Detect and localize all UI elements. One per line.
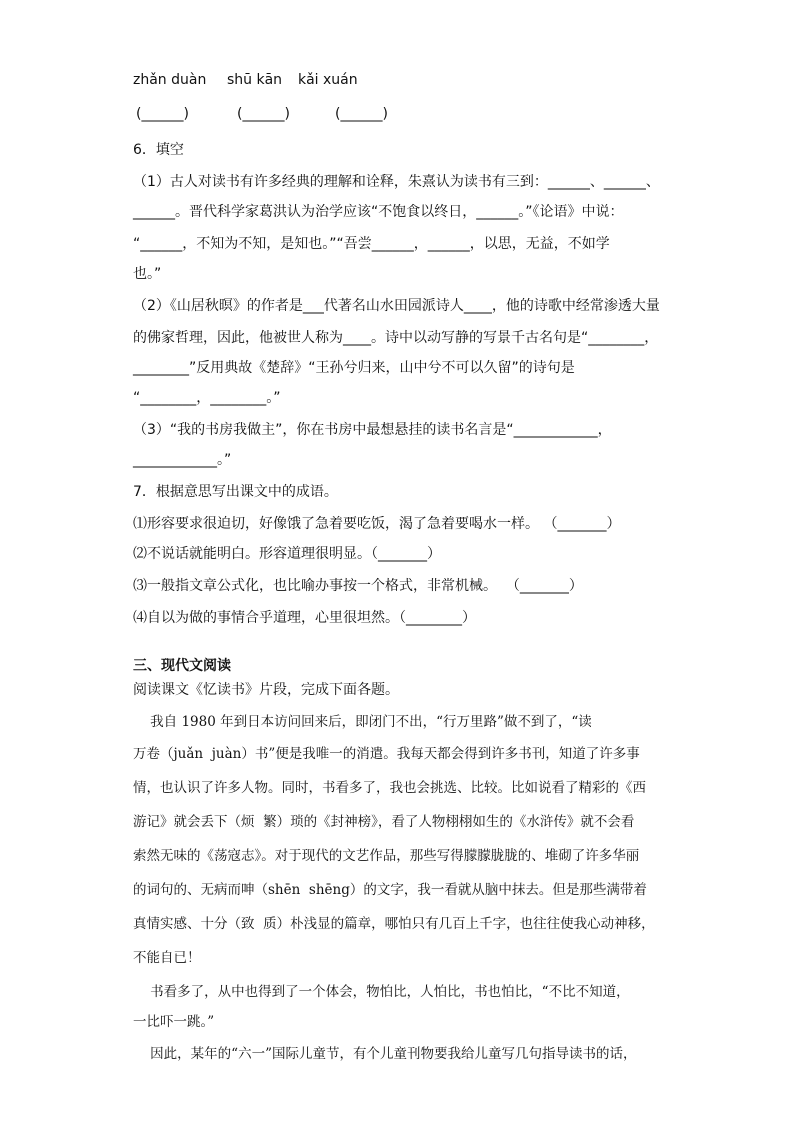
- q7-item: ⑴形容要求很迫切，好像饿了急着要吃饭，渴了急着要喝水一样。 （_______）: [133, 516, 621, 532]
- passage-line: 万卷（juǎn juàn）书”便是我唯一的消遣。我每天都会得到许多书刊，知道了许多事: [133, 746, 640, 762]
- passage-line: 的词句的、无病而呻（shēn shēng）的文字，我一看就从脑中抹去。但是那些满带着: [133, 882, 647, 898]
- pinyin-blank-3[interactable]: (______): [335, 106, 388, 122]
- q6-line: （3）“我的书房我做主”，你在书房中最想悬挂的读书名言是“____________，: [133, 422, 612, 438]
- pinyin-item-1: zhǎn duàn: [133, 72, 207, 88]
- section-heading: 三、现代文阅读: [133, 658, 231, 674]
- q6-line: ____________。”: [133, 452, 232, 468]
- q6-line: （1）古人对读书有许多经典的理解和诠释，朱熹认为读书有三到：______、______、: [133, 174, 660, 190]
- q6-line: 的佛家哲理，因此，他被世人称为____。诗中以动写静的写景千古名句是“________，: [133, 330, 659, 346]
- q6-line: ________”反用典故《楚辞》“王孙兮归来，山中兮不可以久留”的诗句是: [133, 360, 575, 376]
- q7-item: ⑷自以为做的事情合乎道理，心里很坦然。（________）: [133, 610, 476, 626]
- passage-line: 索然无味的《荡寇志》。对于现代的文艺作品，那些写得朦朦胧胧的、堆砌了许多华丽: [133, 848, 640, 864]
- passage-line: 情，也认识了许多人物。同时，书看多了，我也会挑选、比较。比如说看了精彩的《西: [133, 780, 646, 796]
- pinyin-blank-1[interactable]: (______): [136, 106, 189, 122]
- q6-line: ______。晋代科学家葛洪认为治学应该“不饱食以终日，______。”《论语》中说：: [133, 204, 624, 220]
- q7-item: ⑵不说话就能明白。形容道理很明显。（_______）: [133, 546, 441, 562]
- question-6-title: 6．填空: [133, 142, 184, 158]
- pinyin-blank-2[interactable]: (______): [237, 106, 290, 122]
- passage-line: 因此，某年的“六一”国际儿童节，有个儿童刊物要我给儿童写几句指导读书的话，: [133, 1046, 637, 1062]
- pinyin-item-2: shū kān: [227, 72, 283, 88]
- section-intro: 阅读课文《忆读书》片段，完成下面各题。: [133, 682, 399, 698]
- passage-line: 书看多了，从中也得到了一个体会，物怕比，人怕比，书也怕比，“不比不知道，: [133, 984, 630, 1000]
- passage-line: 我自 1980 年到日本访问回来后，即闭门不出，“行万里路”做不到了，“读: [133, 714, 592, 730]
- passage-line: 游记》就会丢下（烦 繁）琐的《封神榜》，看了人物栩栩如生的《水浒传》就不会看: [133, 814, 635, 830]
- q6-line: “________，________。”: [133, 390, 281, 406]
- q6-line: 也。”: [133, 266, 162, 282]
- question-7-title: 7．根据意思写出课文中的成语。: [133, 484, 338, 500]
- q6-line: （2）《山居秋暝》的作者是___代著名山水田园派诗人____，他的诗歌中经常渗透大量: [133, 298, 660, 314]
- passage-line: 一比吓一跳。”: [133, 1014, 215, 1030]
- passage-line: 真情实感、十分（致 质）朴浅显的篇章，哪怕只有几百上千字，也往往使我心动神移，: [133, 916, 655, 932]
- passage-line: 不能自已！: [133, 950, 201, 966]
- pinyin-item-3: kǎi xuán: [298, 72, 358, 88]
- q6-line: “______，不知为不知，是知也。”“吾尝______，______，以思，无益，不如学: [133, 236, 610, 252]
- q7-item: ⑶一般指文章公式化，也比喻办事按一个格式，非常机械。 （_______）: [133, 578, 583, 594]
